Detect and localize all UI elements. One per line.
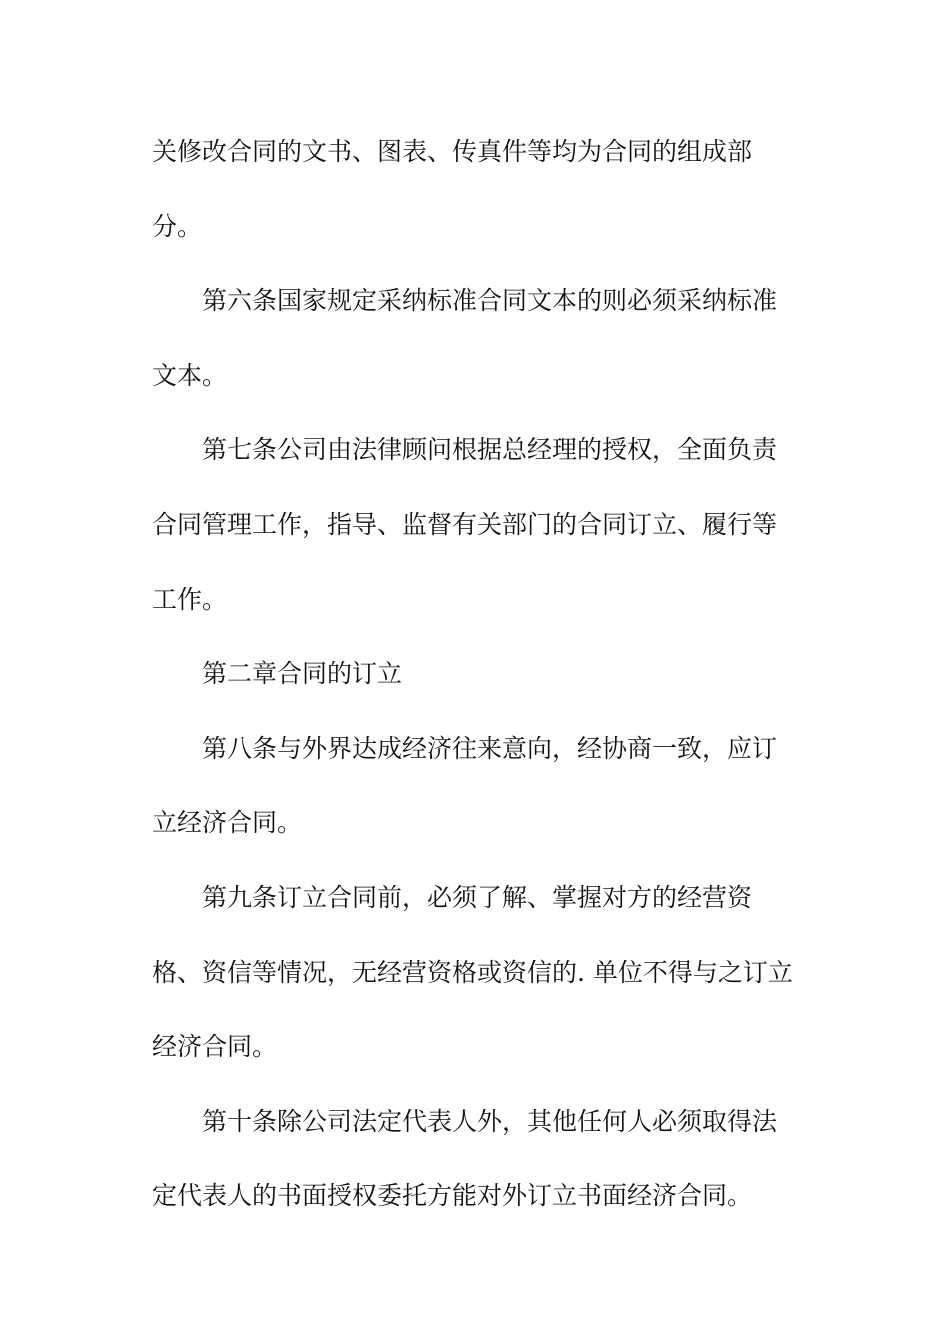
text-line: 立经济合同。	[152, 808, 303, 837]
text-line: 第十条除公司法定代表人外，其他任何人必须取得法	[202, 1107, 778, 1136]
text-line: 经济合同。	[152, 1032, 278, 1061]
text-line: 格、资信等情况，无经营资格或资信的. 单位不得与之订立	[152, 958, 793, 987]
chapter-heading: 第二章合同的订立	[202, 659, 403, 688]
text-line: 工作。	[152, 585, 228, 614]
text-line: 合同管理工作，指导、监督有关部门的合同订立、履行等	[152, 510, 778, 539]
text-line: 第七条公司由法律顾问根据总经理的授权，全面负责	[202, 435, 778, 464]
text-line: 第六条国家规定采纳标准合同文本的则必须采纳标准	[202, 286, 778, 315]
text-line: 第九条订立合同前，必须了解、掌握对方的经营资	[202, 883, 753, 912]
text-line: 第八条与外界达成经济往来意向，经协商一致，应订	[202, 734, 778, 763]
text-line: 文本。	[152, 361, 228, 390]
text-line: 定代表人的书面授权委托方能对外订立书面经济合同。	[152, 1181, 753, 1210]
text-line: 关修改合同的文书、图表、传真件等均为合同的组成部	[152, 137, 753, 166]
text-line: 分。	[152, 212, 203, 241]
